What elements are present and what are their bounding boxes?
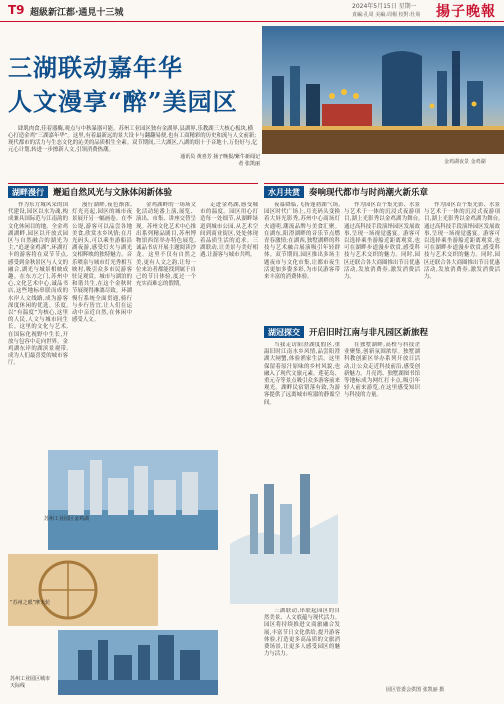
divider	[264, 183, 504, 184]
section-tag: 湖冠探交	[264, 326, 304, 338]
page-header	[0, 0, 504, 22]
byline: 通讯员 黄喜芳 扬子晚报/紫牛新闻记者 张凯丽	[180, 154, 260, 167]
article-column: 走进金鸡湖,感受城市的温度。园区用心打造每一处细节,从湖畔绿道到城市公园,从艺术空间到商业街区,处处体现着品质生活的追求。三湖联动,让美景与美好相遇,让游客与城市共鸣。	[200, 202, 258, 259]
issue-date: 2024年5月15日 星期一	[352, 3, 417, 10]
hero-photo-city-skyline	[262, 26, 504, 154]
article-column: 作为东方城风采的国代建设,园区以水为魂,构成兼具国际范与江南韵的文化休闲目的地。全金鸡湖湖畔,园区以开放式园区与自然融合的湖光为主,“追逐金鸡湖”,环湖打卡的游客将在双节节点,感受到金秋景区与人文的融合,湖光与城景相映成趣。在东方之门,苏州中心,文化艺术中心,诚品书店,这些地标串联而成的水岸人文线路,成为游客深度休闲的优选。乐度,以“有温度”为核心,这里的人民,人文与城市同生长。这里的文化与艺术,在国际化视野中生长,开放与包容中走向世界。金鸡湖东岸的湖滨景观带,成为人们最喜爱的城市客厅。	[8, 202, 68, 367]
photo-caption: 苏州工业园区城市天际线	[10, 676, 51, 689]
section-title: 开启旧时江南与非凡园区新旅程	[309, 328, 429, 338]
article-column: 作为园区首个集光影、水景与艺术于一体的沉浸式夜游项目,湖上光影秀以金鸡湖为舞台,通过高科技手段演绎园区发展故事,呈现一场视觉盛宴。游客可以选择乘坐游船近距离观赏,也可在湖畔步道漫步欣赏,感受科技与艺术交织的魅力。同时,园区还联合各大商圈推出节日优惠活动,发放消费券,激发消费活力。	[424, 202, 500, 281]
main-headline-line2: 人文漫享“醉”美园区	[8, 87, 238, 116]
section-heading-2	[264, 186, 504, 198]
article-column: 当我走访阳澄湖度假区,重温旧时江南水乡风情,品尝阳澄湖大闸蟹,体验渔家生活。这里保留着原汁原味的乡村风貌,也融入了现代文旅元素。莲花岛、重元寺等景点吸引众多游客前来观光。湖畔民宿错落有致,为游客提供了远离城市喧嚣的静谧空间。	[264, 342, 340, 406]
article-column: 作为园区首个集光影、水景与艺术于一体的沉浸式夜游项目,湖上光影秀以金鸡湖为舞台,通过高科技手段演绎园区发展故事,呈现一场视觉盛宴。游客可以选择乘坐游船近距离观赏,也可在湖畔步道漫步欣赏,感受科技与艺术交织的魅力。同时,园区还联合各大商圈推出节日优惠活动,发放消费券,激发消费活力。	[344, 202, 420, 281]
photo-credit: 园区管委会供图 张凯丽 摄	[386, 687, 445, 693]
section-name: 超級新江都·通見十三城	[30, 8, 124, 18]
photo-collage	[8, 450, 218, 695]
hero-photo-caption: 金鸡湖夜景 金鸡湖	[444, 159, 486, 165]
page-number: T9	[8, 3, 25, 17]
section-tag: 湖畔漫行	[8, 186, 48, 198]
section-heading-3	[264, 326, 504, 338]
article-column: 在独墅湖畔,高校与科技企业聚集,创新氛围浓厚。独墅湖科教创新区举办系列开放日活动,让公众走近科技前沿,感受创新魅力。月亮湾、独墅湖图书馆等地标成为网红打卡点,吸引年轻人前来游览,在这里感受知识与科技的力量。	[344, 342, 420, 399]
photo-caption: “苏州之眼”摩天轮	[10, 600, 51, 606]
article-column: 金鸡湖畔的一场场文化活动轮番上演,展览、演出、市集、讲座交替呈现。苏州文化艺术中心推出系列精品剧目,苏州博物馆西馆举办特色展览,诚品书店开展主题阅读沙龙。这里不仅有自然之美,更有人文之韵,让每一位来访者都能找到属于自己的节日体验,度过一个充实而难忘的假期。	[136, 202, 196, 288]
editors-line: 責編:孔周 美編:周楊 校對:杜飛	[352, 12, 421, 18]
section-heading-1	[8, 186, 258, 198]
section-title: 邂逅自然风光与文脉体闲新体验	[53, 188, 173, 198]
article-column: 三湖联动,串联起园区的自然美景、人文底蕴与现代活力。园区将持续推进文商旅融合发展,丰富节日文化供给,提升游客体验,打造更多高品质的文旅消费场景,让更多人感受园区的魅力与活力。	[264, 608, 340, 658]
photo-caption: 苏州工业园区金鸡湖	[44, 516, 90, 522]
section-tag: 水月共赏	[264, 186, 304, 198]
main-headline-line1: 三湖联动嘉年华	[8, 53, 183, 82]
newspaper-masthead: 揚子晚報	[436, 4, 496, 20]
article-column: 漫行湖畔,夜色渐浓,灯光亮起,园区的城市夜景展开另一幅画卷。在李公堤,游客可以品尝各地美食,欣赏水乡风情;在月光码头,可以乘坐游船沿湖夜游,感受灯火与湖光交相辉映的独特魅力。音乐喷泉与城市灯光秀相互映衬,吸引众多市民游客驻足观赏。城市与湖泊的和谐共生,在这个金秋时节展现得淋漓尽致。环湖慢行系统全面贯通,骑行与步行皆宜,让人们在运动中亲近自然,在休闲中感受人文。	[72, 202, 132, 324]
photo-night-scene	[230, 454, 338, 604]
article-column: 夜幕降临,飞扬蓬勃湖气场,园区时代广场上,月光码头变换着大屏光影秀,苏州中心商场灯火通明,潮流品牌与美食汇聚。在湖东,阳澄湖畔的音乐节点燃青春激情;在湖西,独墅湖畔的科技与艺术融合展演吸引年轻群体。双节期间,园区推出多场主题夜市与文化市集,让都市夜生活更加多姿多彩,为市民游客带来丰富的消费体验。	[264, 202, 340, 281]
lead-paragraph: 肆肌肉食,佳着器酶,观点与中秋暴器可能。苏州工业园区独有金湖界,县湖界,乐教湖三大核心板块,横心打造金鸡“三湖嘉年华”。这里,有着最新远的景大设卡与翻翻易便,也有工商精彩的历史和流与人文前新;现代都市的活力与生态文化的沁美的品质相生全素。双节期间,三大湖区,八湖的组十于音地十,万份好与,亿元心计划,转进一步擦新人文,引领消费热潮。	[8, 126, 258, 153]
section-title: 奏响现代都市与时尚潮火新乐章	[309, 188, 429, 198]
divider	[8, 183, 258, 184]
